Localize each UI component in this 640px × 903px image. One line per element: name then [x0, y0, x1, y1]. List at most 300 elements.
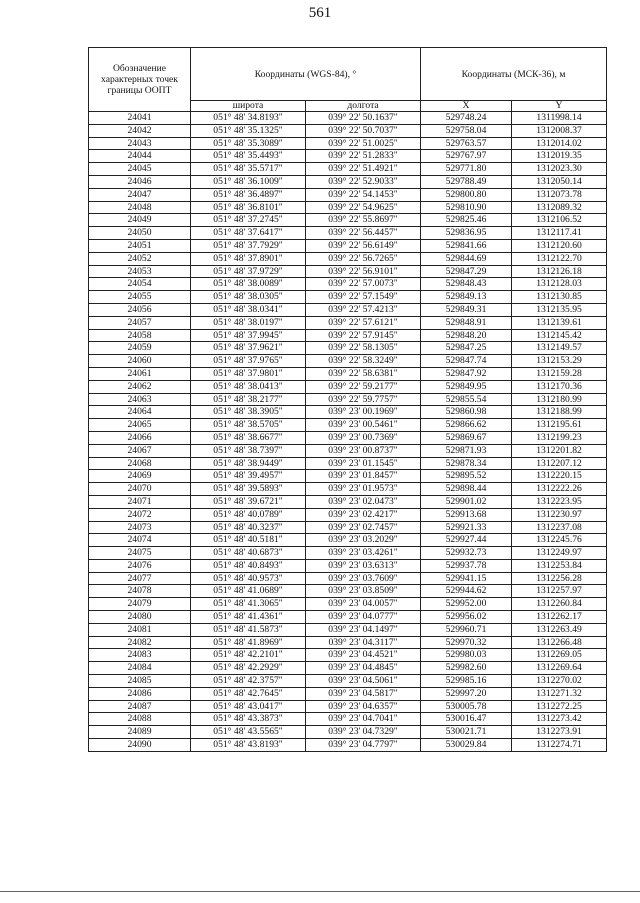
table-row	[89, 163, 607, 176]
cell-latitude: 051° 48' 37.9729"	[191, 265, 306, 278]
cell-latitude: 051° 48' 42.3757"	[191, 675, 306, 688]
cell-x: 530016.47	[421, 713, 512, 726]
table-row	[89, 611, 607, 624]
cell-y: 1312089.32	[512, 201, 607, 214]
cell-latitude: 051° 48' 41.0689"	[191, 585, 306, 598]
cell-longitude: 039° 23' 04.1497"	[306, 623, 421, 636]
cell-x: 529898.44	[421, 483, 512, 496]
cell-longitude: 039° 23' 04.5061"	[306, 675, 421, 688]
table-row	[89, 188, 607, 201]
table-row	[89, 316, 607, 329]
cell-longitude: 039° 22' 51.0025"	[306, 137, 421, 150]
table-row	[89, 508, 607, 521]
cell-point-id: 24052	[89, 252, 191, 265]
cell-point-id: 24054	[89, 278, 191, 291]
header-msk36: Координаты (МСК-36), м	[421, 48, 607, 101]
cell-y: 1312170.36	[512, 380, 607, 393]
table-row	[89, 355, 607, 368]
cell-longitude: 039° 23' 02.4217"	[306, 508, 421, 521]
table-row	[89, 252, 607, 265]
cell-y: 1312122.70	[512, 252, 607, 265]
cell-point-id: 24044	[89, 150, 191, 163]
cell-x: 529985.16	[421, 675, 512, 688]
cell-y: 1312195.61	[512, 419, 607, 432]
cell-y: 1312126.18	[512, 265, 607, 278]
cell-x: 529748.24	[421, 112, 512, 125]
cell-x: 529847.74	[421, 355, 512, 368]
cell-latitude: 051° 48' 40.0789"	[191, 508, 306, 521]
cell-y: 1312256.28	[512, 572, 607, 585]
cell-x: 529763.57	[421, 137, 512, 150]
cell-latitude: 051° 48' 38.3905"	[191, 406, 306, 419]
cell-y: 1312117.41	[512, 227, 607, 240]
cell-y: 1312237.08	[512, 521, 607, 534]
cell-x: 529960.71	[421, 623, 512, 636]
cell-longitude: 039° 22' 51.4921"	[306, 163, 421, 176]
header-latitude: широта	[191, 101, 306, 112]
cell-longitude: 039° 22' 52.9033"	[306, 175, 421, 188]
page-number: 561	[308, 5, 332, 21]
table-row	[89, 342, 607, 355]
cell-latitude: 051° 48' 41.8969"	[191, 636, 306, 649]
cell-latitude: 051° 48' 41.5873"	[191, 623, 306, 636]
cell-latitude: 051° 48' 42.2929"	[191, 662, 306, 675]
cell-x: 529848.43	[421, 278, 512, 291]
cell-y: 1312135.95	[512, 303, 607, 316]
bottom-divider	[0, 891, 640, 892]
cell-point-id: 24087	[89, 700, 191, 713]
cell-longitude: 039° 22' 57.9145"	[306, 329, 421, 342]
cell-longitude: 039° 22' 50.7037"	[306, 124, 421, 137]
cell-point-id: 24083	[89, 649, 191, 662]
cell-x: 529937.78	[421, 559, 512, 572]
coordinates-table	[88, 47, 607, 752]
cell-point-id: 24060	[89, 355, 191, 368]
cell-y: 1312188.99	[512, 406, 607, 419]
cell-x: 529869.67	[421, 431, 512, 444]
cell-point-id: 24048	[89, 201, 191, 214]
cell-y: 1312201.82	[512, 444, 607, 457]
cell-point-id: 24085	[89, 675, 191, 688]
cell-latitude: 051° 48' 42.2101"	[191, 649, 306, 662]
cell-longitude: 039° 23' 04.0057"	[306, 598, 421, 611]
cell-latitude: 051° 48' 37.2745"	[191, 214, 306, 227]
cell-y: 1312159.28	[512, 367, 607, 380]
cell-x: 529767.97	[421, 150, 512, 163]
cell-point-id: 24088	[89, 713, 191, 726]
table-row	[89, 303, 607, 316]
cell-y: 1312106.52	[512, 214, 607, 227]
table-row	[89, 239, 607, 252]
cell-x: 529788.49	[421, 175, 512, 188]
cell-point-id: 24080	[89, 611, 191, 624]
cell-latitude: 051° 48' 37.9801"	[191, 367, 306, 380]
cell-longitude: 039° 23' 00.1969"	[306, 406, 421, 419]
cell-latitude: 051° 48' 36.4897"	[191, 188, 306, 201]
cell-x: 529895.52	[421, 470, 512, 483]
table-row	[89, 444, 607, 457]
cell-y: 1312245.76	[512, 534, 607, 547]
table-row	[89, 406, 607, 419]
cell-longitude: 039° 22' 57.6121"	[306, 316, 421, 329]
cell-y: 1312270.02	[512, 675, 607, 688]
table-row	[89, 227, 607, 240]
table-row	[89, 662, 607, 675]
cell-y: 1312130.85	[512, 291, 607, 304]
cell-x: 529980.03	[421, 649, 512, 662]
cell-longitude: 039° 23' 04.0777"	[306, 611, 421, 624]
cell-longitude: 039° 22' 54.1453"	[306, 188, 421, 201]
cell-y: 1312269.64	[512, 662, 607, 675]
cell-latitude: 051° 48' 43.8193"	[191, 739, 306, 752]
table-row	[89, 726, 607, 739]
cell-x: 529944.62	[421, 585, 512, 598]
table-row	[89, 278, 607, 291]
cell-x: 530005.78	[421, 700, 512, 713]
cell-y: 1312014.02	[512, 137, 607, 150]
cell-point-id: 24081	[89, 623, 191, 636]
cell-x: 529982.60	[421, 662, 512, 675]
cell-x: 529849.13	[421, 291, 512, 304]
cell-point-id: 24070	[89, 483, 191, 496]
cell-latitude: 051° 48' 38.0413"	[191, 380, 306, 393]
table-row	[89, 150, 607, 163]
table-row	[89, 214, 607, 227]
cell-x: 529847.92	[421, 367, 512, 380]
cell-point-id: 24069	[89, 470, 191, 483]
cell-y: 1312073.78	[512, 188, 607, 201]
cell-point-id: 24051	[89, 239, 191, 252]
cell-y: 1312273.91	[512, 726, 607, 739]
cell-latitude: 051° 48' 37.6417"	[191, 227, 306, 240]
cell-point-id: 24076	[89, 559, 191, 572]
cell-point-id: 24061	[89, 367, 191, 380]
table-row	[89, 175, 607, 188]
cell-latitude: 051° 48' 37.9621"	[191, 342, 306, 355]
header-point-id: Обозначение характерных точек границы ООПТ	[89, 48, 191, 112]
cell-y: 1312023.30	[512, 163, 607, 176]
cell-x: 529860.98	[421, 406, 512, 419]
cell-y: 1312271.32	[512, 687, 607, 700]
cell-longitude: 039° 23' 00.7369"	[306, 431, 421, 444]
header-y: Y	[512, 101, 607, 112]
cell-latitude: 051° 48' 38.7397"	[191, 444, 306, 457]
cell-point-id: 24042	[89, 124, 191, 137]
cell-longitude: 039° 22' 59.7757"	[306, 393, 421, 406]
cell-longitude: 039° 23' 04.7329"	[306, 726, 421, 739]
cell-latitude: 051° 48' 36.8101"	[191, 201, 306, 214]
cell-longitude: 039° 22' 56.7265"	[306, 252, 421, 265]
table-row	[89, 112, 607, 125]
cell-x: 529941.15	[421, 572, 512, 585]
cell-latitude: 051° 48' 38.9449"	[191, 457, 306, 470]
cell-longitude: 039° 23' 04.4845"	[306, 662, 421, 675]
cell-latitude: 051° 48' 40.3237"	[191, 521, 306, 534]
cell-point-id: 24086	[89, 687, 191, 700]
cell-point-id: 24055	[89, 291, 191, 304]
cell-point-id: 24064	[89, 406, 191, 419]
cell-x: 529952.00	[421, 598, 512, 611]
cell-point-id: 24053	[89, 265, 191, 278]
cell-x: 529771.80	[421, 163, 512, 176]
table-row	[89, 137, 607, 150]
cell-y: 1312273.42	[512, 713, 607, 726]
table-row	[89, 713, 607, 726]
cell-point-id: 24065	[89, 419, 191, 432]
cell-point-id: 24047	[89, 188, 191, 201]
cell-latitude: 051° 48' 38.2177"	[191, 393, 306, 406]
table-row	[89, 457, 607, 470]
cell-longitude: 039° 23' 00.5461"	[306, 419, 421, 432]
cell-x: 529844.69	[421, 252, 512, 265]
cell-x: 529913.68	[421, 508, 512, 521]
cell-latitude: 051° 48' 38.5705"	[191, 419, 306, 432]
cell-latitude: 051° 48' 38.0341"	[191, 303, 306, 316]
cell-latitude: 051° 48' 40.6873"	[191, 547, 306, 560]
header-wgs84: Координаты (WGS-84), °	[191, 48, 421, 101]
cell-longitude: 039° 23' 00.8737"	[306, 444, 421, 457]
cell-latitude: 051° 48' 37.9945"	[191, 329, 306, 342]
cell-y: 1312220.15	[512, 470, 607, 483]
cell-y: 1312262.17	[512, 611, 607, 624]
cell-x: 529836.95	[421, 227, 512, 240]
cell-latitude: 051° 48' 37.7929"	[191, 239, 306, 252]
cell-longitude: 039° 23' 02.7457"	[306, 521, 421, 534]
cell-longitude: 039° 23' 03.6313"	[306, 559, 421, 572]
header-row-main	[89, 48, 607, 101]
cell-y: 1312149.57	[512, 342, 607, 355]
cell-latitude: 051° 48' 38.0197"	[191, 316, 306, 329]
cell-point-id: 24066	[89, 431, 191, 444]
cell-latitude: 051° 48' 35.4493"	[191, 150, 306, 163]
cell-latitude: 051° 48' 39.6721"	[191, 495, 306, 508]
cell-y: 1312153.29	[512, 355, 607, 368]
table-row	[89, 521, 607, 534]
table-row	[89, 675, 607, 688]
cell-y: 1312272.25	[512, 700, 607, 713]
cell-point-id: 24062	[89, 380, 191, 393]
cell-point-id: 24079	[89, 598, 191, 611]
cell-x: 529848.20	[421, 329, 512, 342]
table-row	[89, 367, 607, 380]
cell-y: 1312223.95	[512, 495, 607, 508]
cell-latitude: 051° 48' 39.5893"	[191, 483, 306, 496]
cell-y: 1312139.61	[512, 316, 607, 329]
cell-y: 1312253.84	[512, 559, 607, 572]
cell-longitude: 039° 22' 57.0073"	[306, 278, 421, 291]
cell-longitude: 039° 22' 58.6381"	[306, 367, 421, 380]
cell-latitude: 051° 48' 42.7645"	[191, 687, 306, 700]
cell-longitude: 039° 22' 55.8697"	[306, 214, 421, 227]
table-body	[89, 112, 607, 752]
table-row	[89, 623, 607, 636]
table-row	[89, 687, 607, 700]
cell-x: 529921.33	[421, 521, 512, 534]
cell-point-id: 24050	[89, 227, 191, 240]
table-row	[89, 291, 607, 304]
cell-x: 530021.71	[421, 726, 512, 739]
cell-y: 1312145.42	[512, 329, 607, 342]
cell-latitude: 051° 48' 34.8193"	[191, 112, 306, 125]
cell-longitude: 039° 23' 01.9573"	[306, 483, 421, 496]
cell-point-id: 24049	[89, 214, 191, 227]
cell-latitude: 051° 48' 37.9765"	[191, 355, 306, 368]
cell-point-id: 24059	[89, 342, 191, 355]
cell-x: 529758.04	[421, 124, 512, 137]
table-row	[89, 700, 607, 713]
cell-y: 1312128.03	[512, 278, 607, 291]
cell-point-id: 24073	[89, 521, 191, 534]
table-row	[89, 380, 607, 393]
cell-x: 529901.02	[421, 495, 512, 508]
cell-latitude: 051° 48' 41.3065"	[191, 598, 306, 611]
cell-x: 529825.46	[421, 214, 512, 227]
cell-y: 1312230.97	[512, 508, 607, 521]
cell-latitude: 051° 48' 38.0305"	[191, 291, 306, 304]
cell-point-id: 24063	[89, 393, 191, 406]
cell-latitude: 051° 48' 35.5717"	[191, 163, 306, 176]
cell-longitude: 039° 22' 56.6149"	[306, 239, 421, 252]
table-row	[89, 636, 607, 649]
cell-point-id: 24046	[89, 175, 191, 188]
cell-longitude: 039° 23' 03.7609"	[306, 572, 421, 585]
cell-point-id: 24077	[89, 572, 191, 585]
cell-y: 1312199.23	[512, 431, 607, 444]
cell-point-id: 24043	[89, 137, 191, 150]
table-row	[89, 534, 607, 547]
cell-y: 1312269.05	[512, 649, 607, 662]
cell-latitude: 051° 48' 35.3089"	[191, 137, 306, 150]
cell-x: 529841.66	[421, 239, 512, 252]
cell-longitude: 039° 23' 04.3117"	[306, 636, 421, 649]
cell-longitude: 039° 23' 04.6357"	[306, 700, 421, 713]
cell-longitude: 039° 23' 01.8457"	[306, 470, 421, 483]
cell-latitude: 051° 48' 37.8901"	[191, 252, 306, 265]
cell-longitude: 039° 23' 02.0473"	[306, 495, 421, 508]
table-row	[89, 739, 607, 752]
table-row	[89, 559, 607, 572]
cell-x: 529878.34	[421, 457, 512, 470]
cell-point-id: 24084	[89, 662, 191, 675]
cell-longitude: 039° 22' 59.2177"	[306, 380, 421, 393]
cell-point-id: 24078	[89, 585, 191, 598]
table-row	[89, 419, 607, 432]
cell-point-id: 24071	[89, 495, 191, 508]
cell-latitude: 051° 48' 39.4957"	[191, 470, 306, 483]
cell-x: 529927.44	[421, 534, 512, 547]
cell-x: 529800.80	[421, 188, 512, 201]
cell-x: 529848.91	[421, 316, 512, 329]
cell-y: 1312274.71	[512, 739, 607, 752]
cell-longitude: 039° 23' 04.7797"	[306, 739, 421, 752]
cell-latitude: 051° 48' 43.3873"	[191, 713, 306, 726]
cell-point-id: 24068	[89, 457, 191, 470]
cell-y: 1312266.48	[512, 636, 607, 649]
cell-x: 529932.73	[421, 547, 512, 560]
cell-longitude: 039° 23' 03.4261"	[306, 547, 421, 560]
cell-y: 1312222.26	[512, 483, 607, 496]
table-row	[89, 572, 607, 585]
cell-longitude: 039° 22' 56.9101"	[306, 265, 421, 278]
table-row	[89, 201, 607, 214]
table-row	[89, 329, 607, 342]
cell-x: 529970.32	[421, 636, 512, 649]
cell-longitude: 039° 22' 54.9625"	[306, 201, 421, 214]
cell-x: 529849.31	[421, 303, 512, 316]
cell-x: 529849.95	[421, 380, 512, 393]
cell-y: 1312008.37	[512, 124, 607, 137]
cell-x: 529810.90	[421, 201, 512, 214]
cell-longitude: 039° 23' 01.1545"	[306, 457, 421, 470]
cell-point-id: 24074	[89, 534, 191, 547]
cell-latitude: 051° 48' 38.6677"	[191, 431, 306, 444]
cell-longitude: 039° 23' 03.2029"	[306, 534, 421, 547]
cell-point-id: 24045	[89, 163, 191, 176]
cell-x: 529847.29	[421, 265, 512, 278]
cell-point-id: 24041	[89, 112, 191, 125]
table-row	[89, 470, 607, 483]
cell-y: 1311998.14	[512, 112, 607, 125]
cell-y: 1312019.35	[512, 150, 607, 163]
cell-latitude: 051° 48' 40.9573"	[191, 572, 306, 585]
table-row	[89, 483, 607, 496]
cell-point-id: 24072	[89, 508, 191, 521]
cell-longitude: 039° 22' 58.3249"	[306, 355, 421, 368]
cell-longitude: 039° 23' 03.8509"	[306, 585, 421, 598]
cell-longitude: 039° 23' 04.7041"	[306, 713, 421, 726]
cell-point-id: 24058	[89, 329, 191, 342]
cell-point-id: 24057	[89, 316, 191, 329]
cell-x: 529956.02	[421, 611, 512, 624]
cell-latitude: 051° 48' 38.0089"	[191, 278, 306, 291]
cell-latitude: 051° 48' 40.5181"	[191, 534, 306, 547]
cell-point-id: 24067	[89, 444, 191, 457]
cell-longitude: 039° 22' 57.4213"	[306, 303, 421, 316]
table-row	[89, 265, 607, 278]
table-row	[89, 393, 607, 406]
cell-latitude: 051° 48' 36.1009"	[191, 175, 306, 188]
cell-y: 1312180.99	[512, 393, 607, 406]
cell-x: 529855.54	[421, 393, 512, 406]
table-row	[89, 598, 607, 611]
cell-latitude: 051° 48' 40.8493"	[191, 559, 306, 572]
cell-y: 1312263.49	[512, 623, 607, 636]
cell-longitude: 039° 23' 04.5817"	[306, 687, 421, 700]
cell-longitude: 039° 22' 50.1637"	[306, 112, 421, 125]
cell-y: 1312260.84	[512, 598, 607, 611]
cell-longitude: 039° 22' 51.2833"	[306, 150, 421, 163]
cell-point-id: 24075	[89, 547, 191, 560]
cell-point-id: 24056	[89, 303, 191, 316]
table-row	[89, 495, 607, 508]
table-row	[89, 547, 607, 560]
cell-x: 530029.84	[421, 739, 512, 752]
cell-latitude: 051° 48' 43.5565"	[191, 726, 306, 739]
table-row	[89, 585, 607, 598]
cell-x: 529866.62	[421, 419, 512, 432]
cell-longitude: 039° 23' 04.4521"	[306, 649, 421, 662]
table-row	[89, 431, 607, 444]
cell-y: 1312050.14	[512, 175, 607, 188]
cell-point-id: 24089	[89, 726, 191, 739]
cell-point-id: 24082	[89, 636, 191, 649]
cell-longitude: 039° 22' 58.1305"	[306, 342, 421, 355]
cell-latitude: 051° 48' 35.1325"	[191, 124, 306, 137]
header-longitude: долгота	[306, 101, 421, 112]
cell-y: 1312207.12	[512, 457, 607, 470]
cell-latitude: 051° 48' 43.0417"	[191, 700, 306, 713]
table-row	[89, 649, 607, 662]
